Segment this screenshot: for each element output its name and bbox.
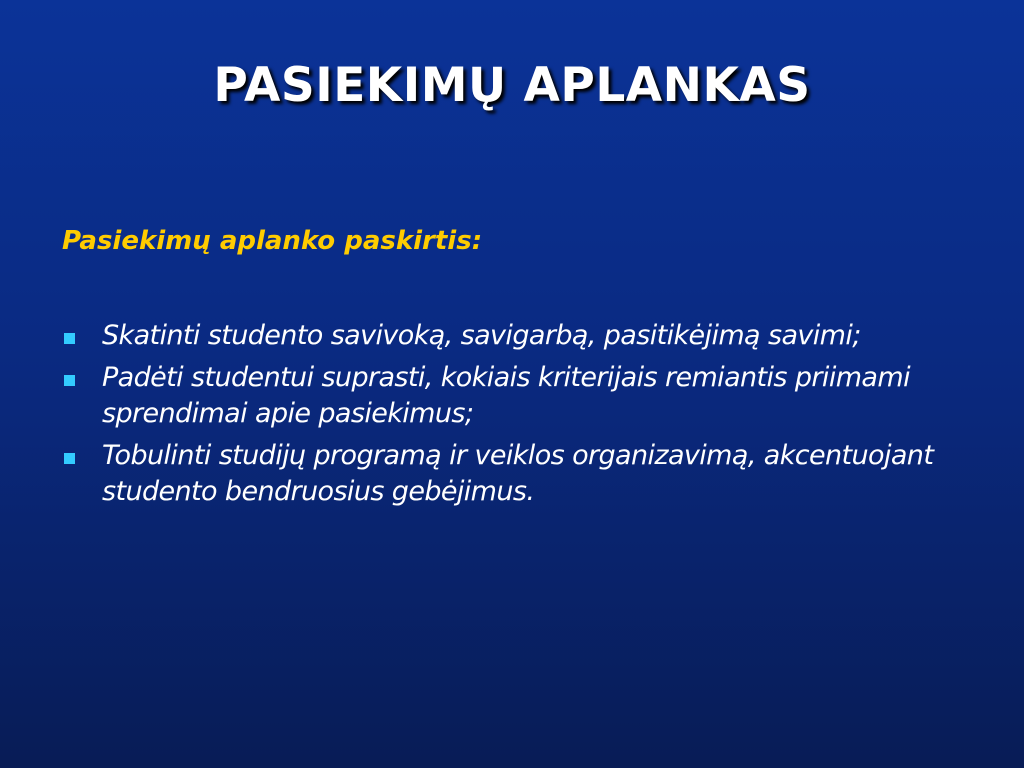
- bullet-text: Tobulinti studijų programą ir veiklos organizavimą, akcentuojant studento bendruosius gebėjimus.: [102, 440, 934, 507]
- bullet-item: [62, 438, 962, 510]
- bullet-text: Skatinti studento savivoką, savigarbą, pasitikėjimą savimi;: [102, 320, 861, 351]
- slide-title: PASIEKIMŲ APLANKAS: [213, 58, 811, 113]
- square-bullet-icon: [64, 375, 75, 386]
- bullet-text: Padėti studentui suprasti, kokiais kriterijais remiantis priimami sprendimai apie pasiekimus;: [102, 362, 910, 429]
- bullet-list: [62, 318, 962, 516]
- slide-subtitle: Pasiekimų aplanko paskirtis:: [62, 226, 483, 256]
- bullet-item: [62, 318, 962, 354]
- square-bullet-icon: [64, 453, 75, 464]
- bullet-item: [62, 360, 962, 432]
- square-bullet-icon: [64, 333, 75, 344]
